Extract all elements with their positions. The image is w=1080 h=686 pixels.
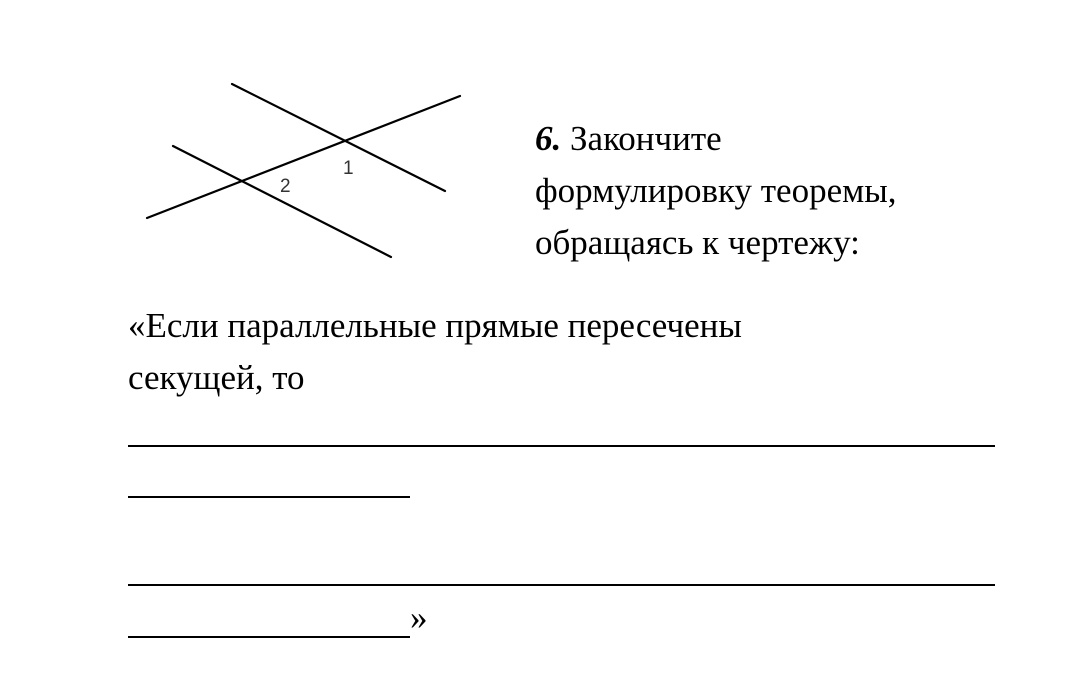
- geometry-diagram: [140, 75, 470, 270]
- task-line-1: [535, 113, 995, 165]
- task-prompt: [535, 113, 995, 269]
- statement-line-1: «Если параллельные прямые пересечены: [128, 306, 742, 345]
- answer-blank-line-4[interactable]: [128, 636, 410, 638]
- angle-label-2: 2: [280, 176, 291, 197]
- parallel-lines-figure: [140, 75, 470, 270]
- task-number: 6.: [535, 119, 562, 158]
- theorem-statement: [128, 300, 998, 404]
- closing-quote: »: [410, 598, 428, 637]
- answer-blank-line-2[interactable]: [128, 496, 410, 498]
- parallel-line-bottom: [173, 146, 391, 257]
- answer-blank-line-1[interactable]: [128, 445, 995, 447]
- statement-line-2: секущей, то: [128, 358, 305, 397]
- answer-blank-line-3[interactable]: [128, 584, 995, 586]
- task-line-2: формулировку теоремы,: [535, 171, 897, 210]
- task-line-3: обращаясь к чертежу:: [535, 223, 860, 262]
- angle-label-1: 1: [343, 158, 354, 179]
- parallel-line-top: [232, 84, 445, 191]
- task-text-1: Закончите: [570, 119, 722, 158]
